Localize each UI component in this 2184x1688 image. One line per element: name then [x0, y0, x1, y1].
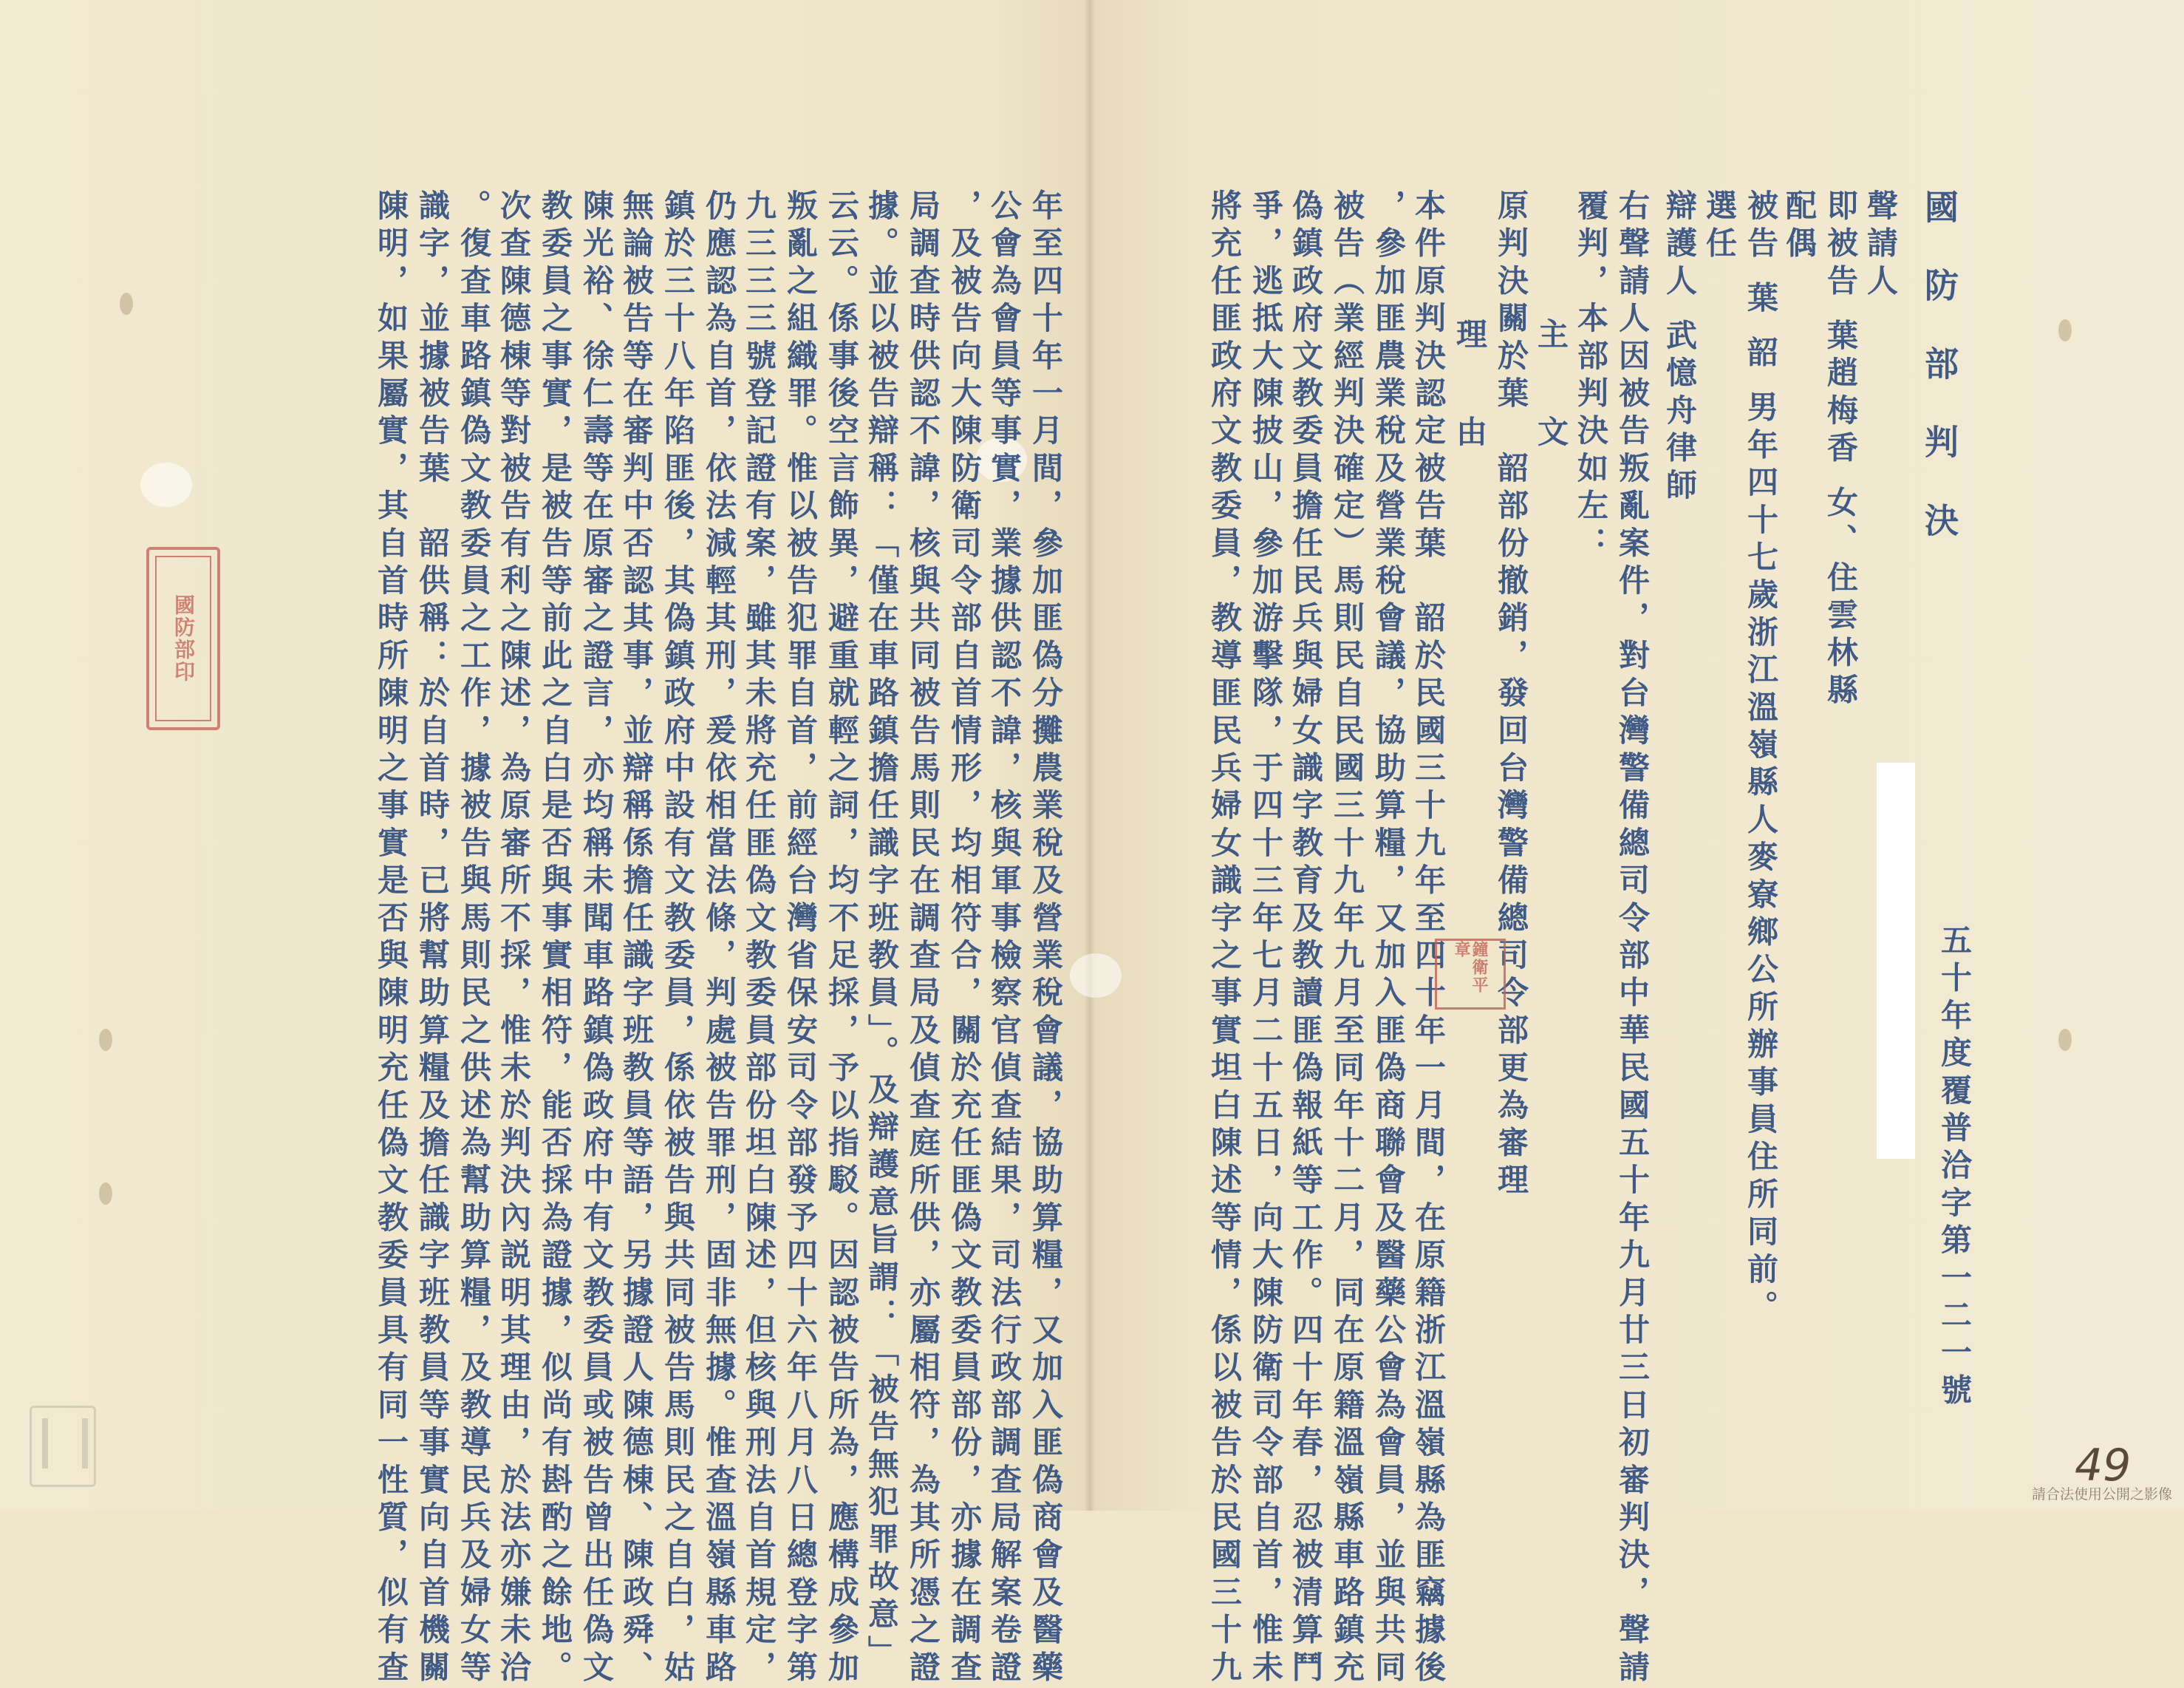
- body-line: 原判決關於葉 韶部份撤銷，發回台灣警備總司令部更為審理: [1493, 189, 1529, 1201]
- body-line: 識字，並據被告葉 韶供稱：於自首時，已將幫助算糧及擔任識字班教員等事實向自首機關: [414, 189, 451, 1688]
- party-spouse: 配偶: [1781, 189, 1818, 265]
- body-line: 覆判，本部判決如左：: [1573, 189, 1609, 564]
- body-line: 局調查時供認不諱，核與共同被告馬則民在調查局及偵查庭所供，亦屬相符，為其所憑之證: [905, 189, 941, 1688]
- paper-stain: [1070, 953, 1122, 998]
- personal-seal-stamp: [1435, 939, 1506, 1010]
- party-defendant: 被告 葉 韶 男年四十七歲浙江溫嶺縣人麥寮鄉公所辦事員住所同前。: [1743, 189, 1779, 1328]
- redaction-block: [1877, 763, 1915, 1159]
- binding-hole: [99, 1182, 112, 1205]
- body-line: 偽鎮政府文教委員擔任民兵與婦女識字教育及教讀匪偽報紙等工作。四十年春，忍被清算鬥: [1288, 189, 1324, 1688]
- body-line: 九三三三號登記證有案，雖其未將充任匪偽文教委員部份坦白陳述，但核與刑法自首規定，: [741, 189, 777, 1688]
- body-line: 鎮於三十八年陷匪後，其偽鎮政府中設有文教委員，係依被告與共同被告馬則民之自白，姑: [660, 189, 696, 1688]
- body-line: 云云。係事後空言飾異，避重就輕之詞，均不足採，予以指駁。因認被告所為，應構成參加: [824, 189, 860, 1688]
- body-line: 將充任匪政府文教委員，教導匪民兵婦女識字之事實坦白陳述等情，係以被告於民國三十九: [1207, 189, 1243, 1688]
- archive-logo-icon: [30, 1406, 96, 1487]
- usage-watermark: 請合法使用公開之影像: [2031, 1486, 2172, 1502]
- body-line: 被告（業經判決確定）馬則民自民國三十九年九月至同年十二月，同在原籍溫嶺縣車路鎮充: [1329, 189, 1365, 1688]
- case-number: 五十年度覆普洽字第一二一號: [1936, 924, 1973, 1412]
- body-line: 爭，逃抵大陳披山，參加游擊隊，于四十三年七月二十五日，向大陳防衛司令部自首，惟未: [1248, 189, 1284, 1688]
- body-line: 陳明，如果屬實，其自首時所陳明之事實是否與陳明充任偽文教委員具有同一性質，似有查: [373, 189, 409, 1688]
- body-line: ，參加匪農業稅及營業稅會議，協助算糧，又加入匪偽商聯會及醫藥公會為會員，並與共同: [1371, 189, 1407, 1688]
- party-counsel: 辯護人 武憶舟律師: [1662, 189, 1698, 506]
- body-line: 據。並以被告辯稱：「僅在車路鎮擔任識字班教員」。及辯護意旨謂：「被告無犯罪故意」: [864, 189, 900, 1672]
- page-fold: [1085, 0, 1095, 1511]
- party-applicant: 聲請人: [1863, 189, 1899, 302]
- body-line: 教委員之事實，是被告等前此之自白是否與事實相符，能否採為證據，似尚有斟酌之餘地。: [537, 189, 573, 1688]
- body-line: 無論被告等在審判中否認其事，並辯稱係擔任識字班教員等語，另據證人陳德棟、陳政舜、: [618, 189, 655, 1688]
- body-line: 次查陳德棟等對被告有利之陳述，為原審所不採，惟未於判決內説明其理由，於法亦嫌未洽: [496, 189, 532, 1688]
- document-title: 國防部判決: [1919, 189, 1959, 581]
- paper-stain: [140, 463, 192, 507]
- handwritten-page-number: 49: [2075, 1440, 2132, 1491]
- body-line: 。復查車路鎮偽文教委員之工作，據被告與馬則民之供述為幫助算糧，及教導民兵及婦女等: [456, 189, 492, 1688]
- section-heading-main: 主 文: [1533, 318, 1569, 464]
- binding-hole: [2058, 1029, 2072, 1051]
- body-line: 叛亂之組織罪。惟以被告犯罪自首，前經台灣省保安司令部發予四十六年八月八日總登字第: [782, 189, 819, 1688]
- section-heading-reason: 理 由: [1452, 318, 1488, 464]
- body-line: 右聲請人因被告叛亂案件，對台灣警備總司令部中華民國五十年九月廿三日初審判決，聲請: [1614, 189, 1651, 1688]
- binding-hole: [99, 1029, 112, 1051]
- binding-hole: [120, 293, 133, 315]
- body-line: ，及被告向大陳防衛司令部自首情形，均相符合，關於充任匪偽文教委員部份，亦據在調查: [946, 189, 983, 1688]
- binding-hole: [2058, 319, 2072, 341]
- seal-text: 鐘衛平章: [1452, 941, 1489, 994]
- party-selected: 選任: [1702, 189, 1738, 265]
- body-line: 仍應認為自首，依法減輕其刑，爰依相當法條，判處被告罪刑，固非無據。惟查溫嶺縣車路: [701, 189, 737, 1688]
- body-line: 年至四十年一月間，參加匪偽分攤農業稅及營業稅會議，協助算糧，又加入匪偽商會及醫藥: [1028, 189, 1064, 1688]
- body-line: 公會為會員等事實，業據供認不諱，核與軍事檢察官偵查結果，司法行政部調查局解案卷證: [986, 189, 1023, 1688]
- seal-text: 國防部印: [171, 594, 196, 683]
- party-defendant-wife: 即被告 葉趙梅香 女、住雲林縣: [1823, 189, 1859, 711]
- body-line: 陳光裕、徐仁壽等在原審之證言，亦均稱未聞車路鎮偽政府中有文教委員或被告曾出任偽文: [579, 189, 615, 1688]
- red-seal-stamp: [146, 547, 220, 730]
- body-line: 本件原判決認定被告葉 韶於民國三十九年至四十年一月間，在原籍浙江溫嶺縣為匪竊據後: [1410, 189, 1447, 1688]
